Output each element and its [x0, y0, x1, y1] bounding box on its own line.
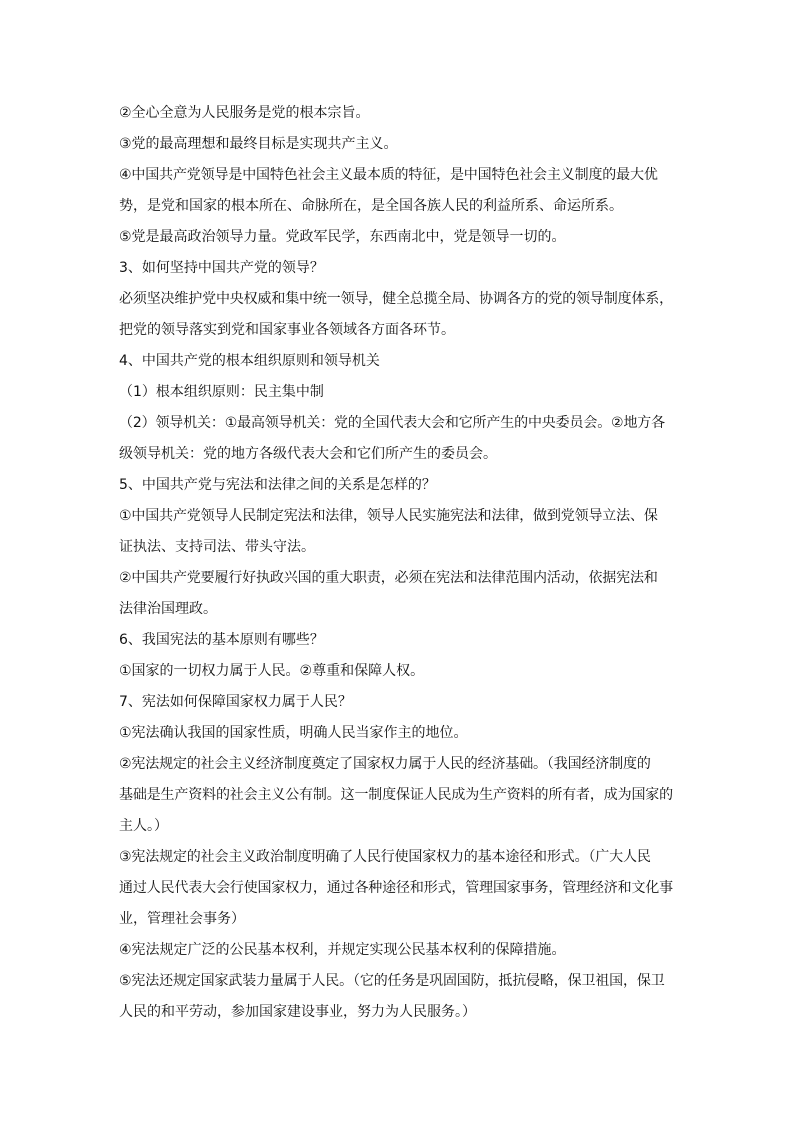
section-heading: 7、宪法如何保障国家权力属于人民？ [119, 694, 352, 710]
text-line: 证执法、支持司法、带头守法。 [119, 539, 315, 555]
text-line: ①中国共产党领导人民制定宪法和法律，领导人民实施宪法和法律，做到党领导立法、保 [119, 508, 658, 524]
text-line: ②中国共产党要履行好执政兴国的重大职责，必须在宪法和法律范围内活动，依据宪法和 [119, 570, 658, 586]
text-line: ④宪法规定广泛的公民基本权利，并规定实现公民基本权利的保障措施。 [119, 942, 566, 958]
text-line: ②宪法规定的社会主义经济制度奠定了国家权力属于人民的经济基础。（我国经济制度的 [119, 756, 651, 772]
text-line: ④中国共产党领导是中国特色社会主义最本质的特征，是中国特色社会主义制度的最大优 [119, 167, 658, 183]
text-line: ⑤党是最高政治领导力量。党政军民学，东西南北中，党是领导一切的。 [119, 229, 566, 245]
text-line: ①国家的一切权力属于人民。②尊重和保障人权。 [119, 663, 425, 679]
text-line: （1）根本组织原则：民主集中制 [119, 384, 324, 400]
text-line: 基础是生产资料的社会主义公有制。这一制度保证人民成为生产资料的所有者，成为国家的 [119, 787, 673, 803]
section-heading: 6、我国宪法的基本原则有哪些？ [119, 632, 324, 648]
text-line: ①宪法确认我国的国家性质，明确人民当家作主的地位。 [119, 725, 468, 741]
section-heading: 3、如何坚持中国共产党的领导？ [119, 260, 324, 276]
text-line: 势，是党和国家的根本所在、命脉所在，是全国各族人民的利益所系、命运所系。 [119, 198, 623, 214]
section-heading: 4、中国共产党的根本组织原则和领导机关 [119, 353, 380, 369]
section-heading: 5、中国共产党与宪法和法律之间的关系是怎样的？ [119, 477, 436, 493]
text-line: 必须坚决维护党中央权威和集中统一领导，健全总揽全局、协调各方的党的领导制度体系， [119, 291, 673, 307]
text-line: ②全心全意为人民服务是党的根本宗旨。 [119, 105, 370, 121]
document-page [119, 98, 679, 1028]
text-line: 把党的领导落实到党和国家事业各领域各方面各环节。 [119, 322, 455, 338]
text-line: 通过人民代表大会行使国家权力，通过各种途径和形式，管理国家事务，管理经济和文化事 [119, 880, 673, 896]
text-line: 主人。） [119, 818, 168, 834]
text-line: ⑤宪法还规定国家武装力量属于人民。（它的任务是巩固国防，抵抗侵略，保卫祖国，保卫 [119, 973, 665, 989]
text-line: ③党的最高理想和最终目标是实现共产主义。 [119, 136, 398, 152]
text-line: （2）领导机关：①最高领导机关：党的全国代表大会和它所产生的中央委员会。②地方各 [119, 415, 666, 431]
text-line: 级领导机关：党的地方各级代表大会和它们所产生的委员会。 [119, 446, 497, 462]
text-line: ③宪法规定的社会主义政治制度明确了人民行使国家权力的基本途径和形式。（广大人民 [119, 849, 651, 865]
text-line: 法律治国理政。 [119, 601, 217, 617]
text-line: 业，管理社会事务） [119, 911, 245, 927]
text-line: 人民的和平劳动，参加国家建设事业，努力为人民服务。） [119, 1004, 476, 1020]
